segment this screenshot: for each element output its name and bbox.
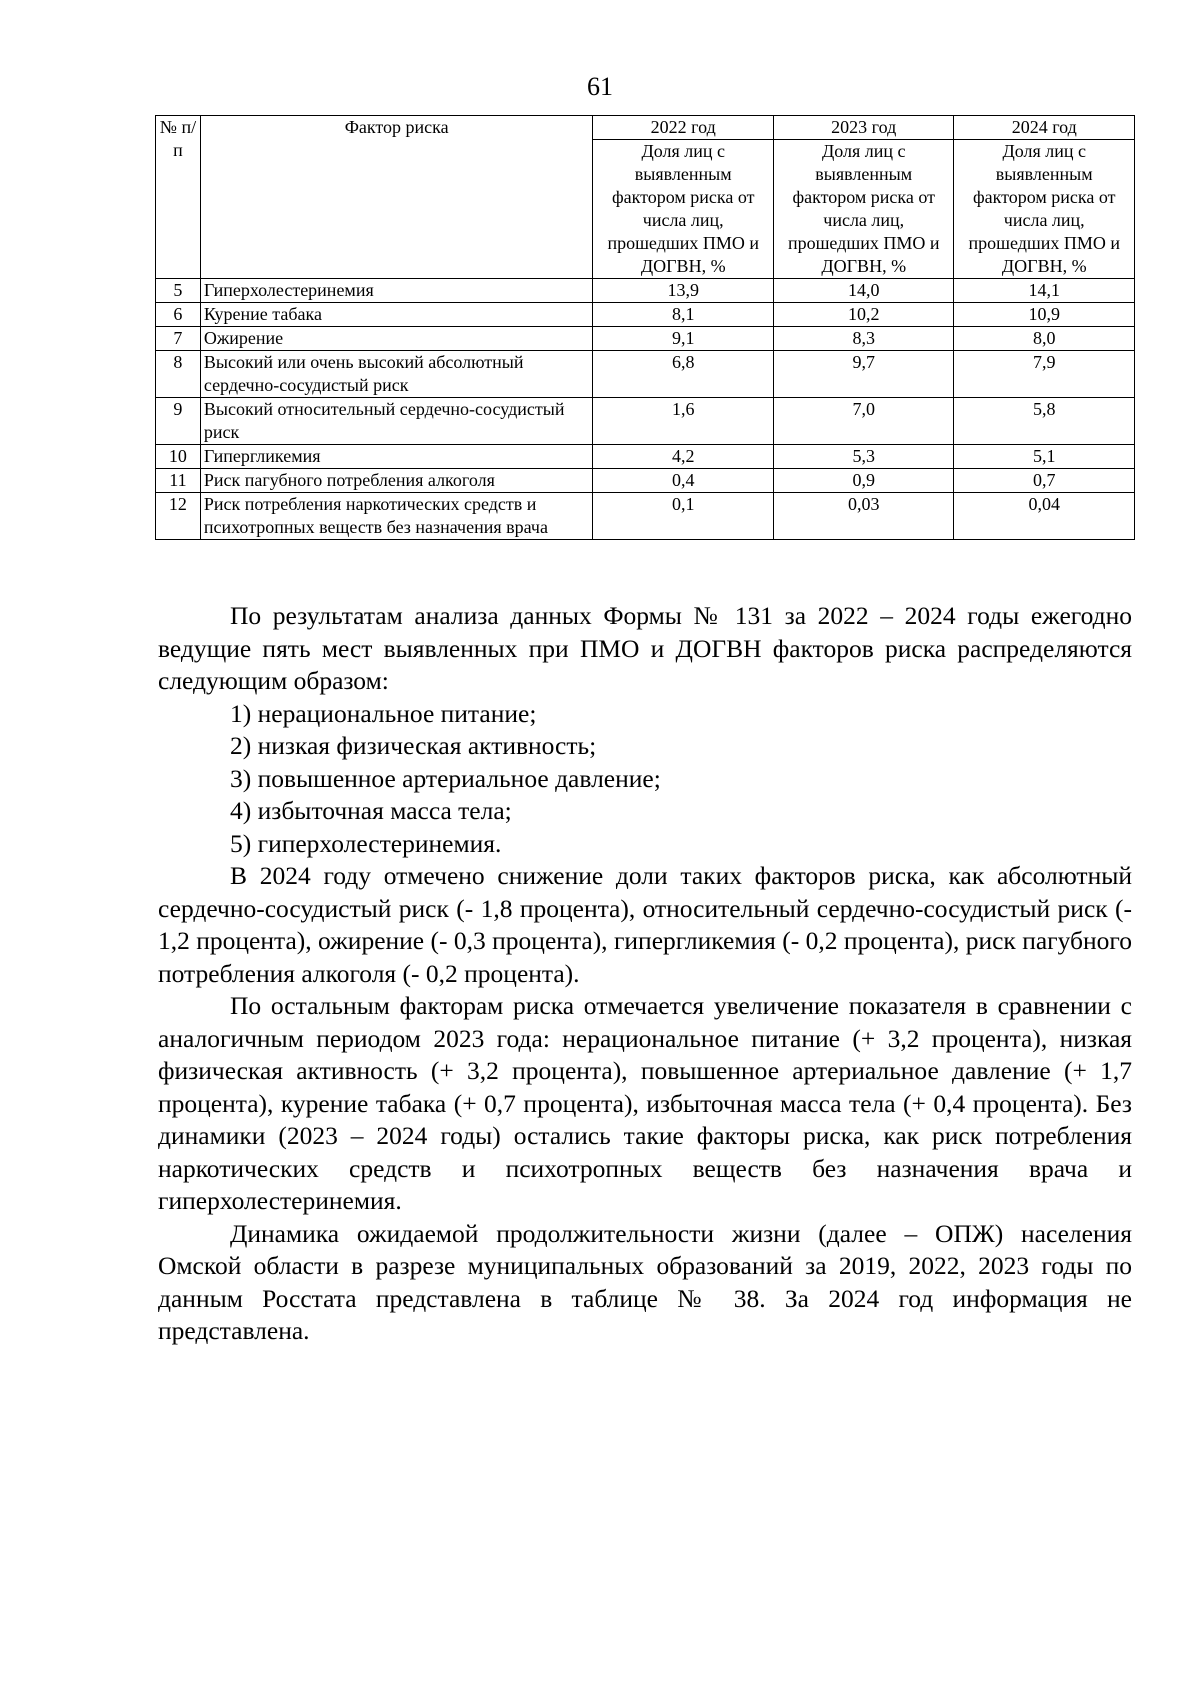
- table-row: [156, 469, 1135, 493]
- row-value-2022: 0,1: [593, 493, 774, 540]
- table-row: [156, 351, 1135, 398]
- row-value-2024: 14,1: [954, 279, 1135, 303]
- table-header-row: [156, 116, 1135, 140]
- paragraph-life-expectancy: Динамика ожидаемой продолжительности жизни (далее – ОПЖ) населения Омской области в разрезе муниципальных образований за 2019, 2022, 2023 годы по данным Росстата представлена в таблице № 38. За 2024 год информация не представлена.: [158, 1218, 1132, 1345]
- row-factor: Высокий или очень высокий абсолютный сердечно-сосудистый риск: [200, 351, 593, 398]
- page-number: 61: [587, 72, 613, 101]
- header-year-2022: 2022 год: [593, 116, 774, 140]
- row-num: 7: [156, 327, 201, 351]
- row-value-2024: 8,0: [954, 327, 1135, 351]
- table-row: [156, 303, 1135, 327]
- row-factor: Гипергликемия: [200, 445, 593, 469]
- header-year-2023: 2023 год: [773, 116, 954, 140]
- row-value-2024: 10,9: [954, 303, 1135, 327]
- risk-factor-table: [155, 115, 1135, 540]
- paragraph-leading-factors: По результатам анализа данных Формы № 131 за 2022 – 2024 годы ежегодно ведущие пять мест выявленных при ПМО и ДОГВН факторов риска распределяются следующим образом:: [158, 601, 1132, 695]
- row-value-2023: 14,0: [773, 279, 954, 303]
- row-factor: Гиперхолестеринемия: [200, 279, 593, 303]
- list-item: 3) повышенное артериальное давление;: [230, 763, 661, 793]
- subheader-2022: Доля лиц с выявленным фактором риска от числа лиц, прошедших ПМО и ДОГВН, %: [593, 140, 774, 279]
- row-value-2024: 7,9: [954, 351, 1135, 398]
- table-row: [156, 398, 1135, 445]
- row-value-2024: 0,7: [954, 469, 1135, 493]
- row-num: 11: [156, 469, 201, 493]
- list-item: 1) нерациональное питание;: [230, 698, 537, 728]
- row-num: 12: [156, 493, 201, 540]
- row-value-2022: 0,4: [593, 469, 774, 493]
- paragraph-decrease: В 2024 году отмечено снижение доли таких факторов риска, как абсолютный сердечно-сосудистый риск (- 1,8 процента), относительный сердечно-сосудистый риск (- 1,2 процента), ожирение (- 0,3 процента), гипергликемия (- 0,2 процента), риск пагубного потребления алкоголя (- 0,2 процента).: [158, 861, 1132, 988]
- row-value-2022: 9,1: [593, 327, 774, 351]
- row-num: 6: [156, 303, 201, 327]
- row-factor: Риск потребления наркотических средств и психотропных веществ без назначения врача: [200, 493, 593, 540]
- row-factor: Риск пагубного потребления алкоголя: [200, 469, 593, 493]
- table-row: [156, 445, 1135, 469]
- row-factor: Курение табака: [200, 303, 593, 327]
- header-factor: Фактор риска: [200, 116, 593, 279]
- row-factor: Высокий относительный сердечно-сосудистый риск: [200, 398, 593, 445]
- row-value-2024: 5,8: [954, 398, 1135, 445]
- row-value-2023: 7,0: [773, 398, 954, 445]
- row-num: 5: [156, 279, 201, 303]
- row-num: 8: [156, 351, 201, 398]
- row-value-2023: 0,03: [773, 493, 954, 540]
- row-value-2024: 5,1: [954, 445, 1135, 469]
- row-value-2024: 0,04: [954, 493, 1135, 540]
- header-year-2024: 2024 год: [954, 116, 1135, 140]
- header-num: № п/п: [156, 116, 201, 279]
- table-row: [156, 279, 1135, 303]
- list-item: 2) низкая физическая активность;: [230, 731, 597, 760]
- row-value-2023: 0,9: [773, 469, 954, 493]
- paragraph-increase: По остальным факторам риска отмечается увеличение показателя в сравнении с аналогичным периодом 2023 года: нерациональное питание (+ 3,2 процента), низкая физическая активность (+ 3,2 процента), повышенное артериальное давление (+ 1,7 процента), курение табака (+ 0,7 процента), избыточная масса тела (+ 0,4 процента). Без динамики (2023 – 2024 годы) остались такие факторы риска, как риск потребления наркотических средств и психотропных веществ без назначения врача и гиперхолестеринемия.: [158, 991, 1132, 1215]
- row-num: 10: [156, 445, 201, 469]
- row-value-2022: 8,1: [593, 303, 774, 327]
- list-item: 4) избыточная масса тела;: [230, 796, 512, 825]
- row-num: 9: [156, 398, 201, 445]
- row-value-2022: 1,6: [593, 398, 774, 445]
- row-value-2022: 6,8: [593, 351, 774, 398]
- subheader-2023: Доля лиц с выявленным фактором риска от числа лиц, прошедших ПМО и ДОГВН, %: [773, 140, 954, 279]
- row-value-2023: 8,3: [773, 327, 954, 351]
- table-row: [156, 493, 1135, 540]
- row-value-2023: 9,7: [773, 351, 954, 398]
- row-value-2023: 10,2: [773, 303, 954, 327]
- subheader-2024: Доля лиц с выявленным фактором риска от числа лиц, прошедших ПМО и ДОГВН, %: [954, 140, 1135, 279]
- row-factor: Ожирение: [200, 327, 593, 351]
- list-item: 5) гиперхолестеринемия.: [230, 828, 502, 858]
- table-row: [156, 327, 1135, 351]
- row-value-2022: 4,2: [593, 445, 774, 469]
- row-value-2022: 13,9: [593, 279, 774, 303]
- row-value-2023: 5,3: [773, 445, 954, 469]
- body-text: [158, 600, 1132, 1348]
